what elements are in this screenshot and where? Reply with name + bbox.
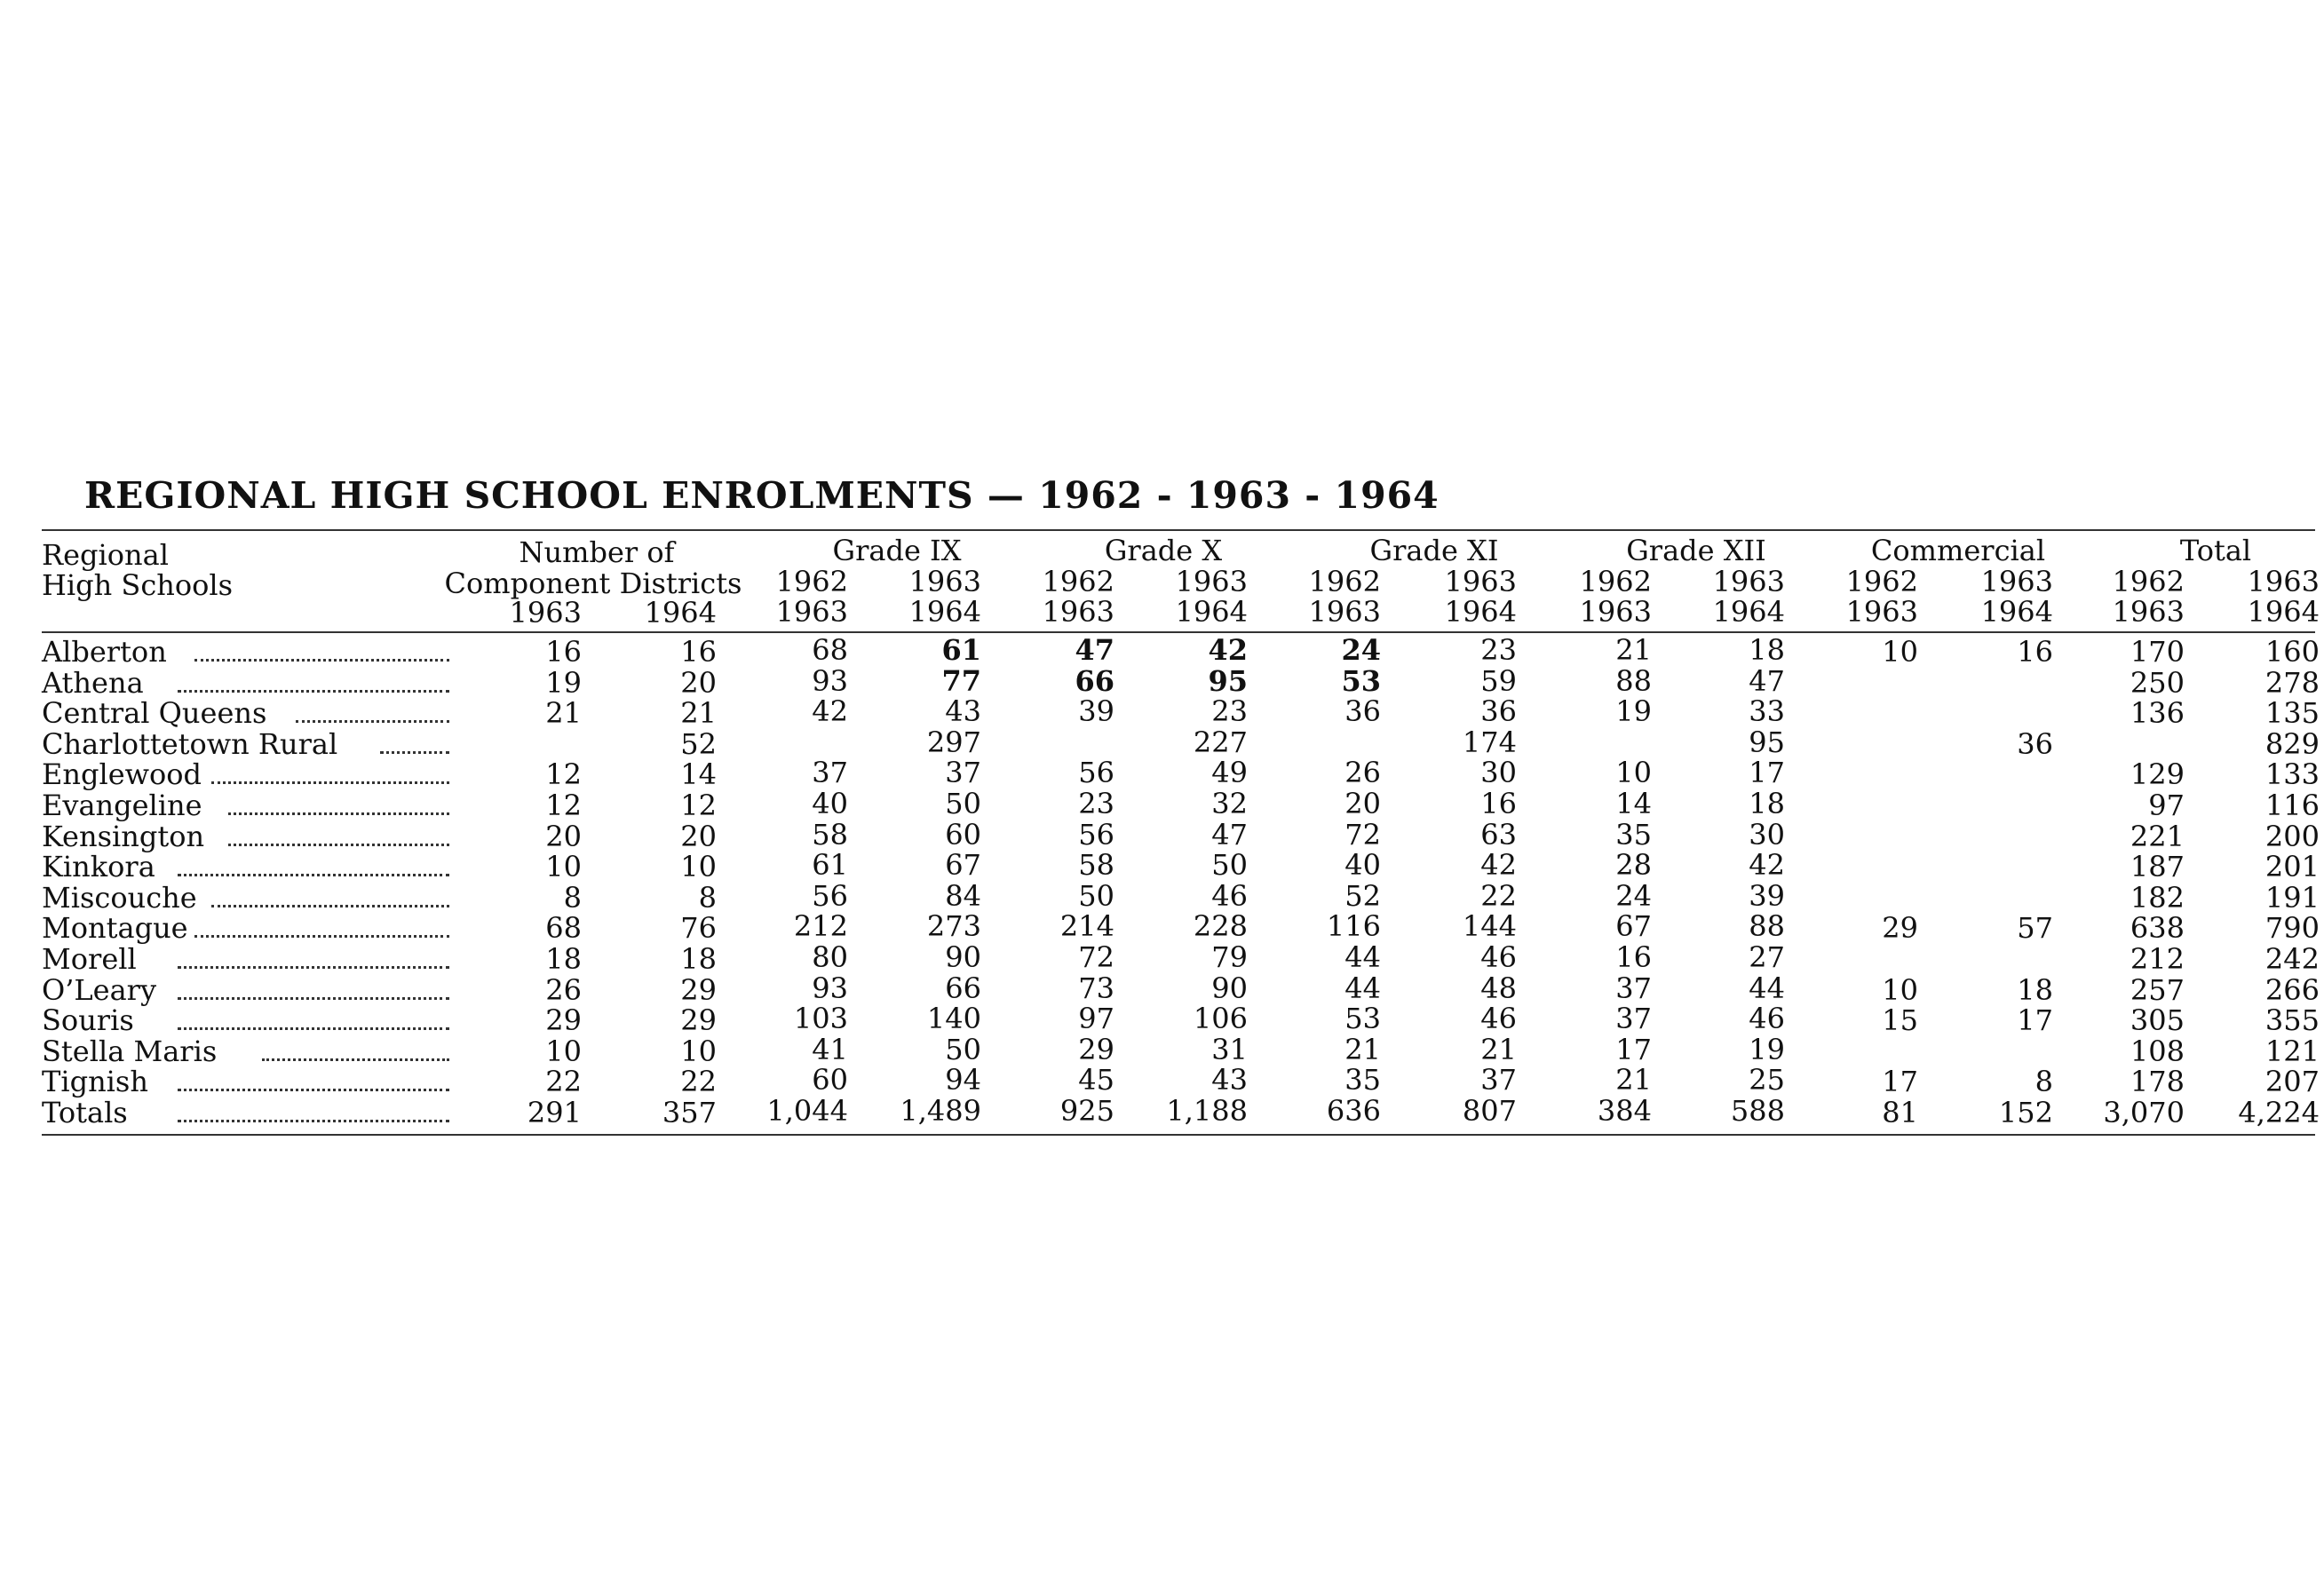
table-cell: 121 xyxy=(2265,1034,2320,1068)
table-cell: 37 xyxy=(812,756,848,790)
table-cell: 829 xyxy=(2265,726,2320,761)
table-cell: 53 xyxy=(1341,663,1381,698)
table-cell: 48 xyxy=(1480,971,1517,1005)
table-cell: 95 xyxy=(1749,725,1785,759)
table-cell: 8 xyxy=(563,880,582,915)
table-cell: 160 xyxy=(2265,635,2320,669)
table-cell: 72 xyxy=(1344,817,1381,852)
table-cell: 97 xyxy=(2148,788,2185,822)
header-year-start-5: 1962 xyxy=(1845,565,1918,598)
table-cell: 16 xyxy=(1615,940,1652,974)
school-name: Miscouche xyxy=(42,880,197,915)
table-cell: 37 xyxy=(1615,1002,1652,1036)
table-cell: 46 xyxy=(1480,1002,1517,1036)
table-cell: 47 xyxy=(1211,817,1248,852)
header-year-start-1: 1963 xyxy=(908,565,981,598)
table-cell: 227 xyxy=(1193,725,1248,759)
header-year-start-3: 1962 xyxy=(1308,565,1381,598)
table-cell: 228 xyxy=(1193,909,1248,944)
table-cell: 588 xyxy=(1730,1094,1785,1128)
table-cell: 35 xyxy=(1344,1063,1381,1098)
table-cell: 19 xyxy=(1615,694,1652,729)
table-cell: 26 xyxy=(1344,756,1381,790)
table-cell: 61 xyxy=(812,848,848,883)
table-cell: 207 xyxy=(2265,1065,2320,1099)
table-cell: 17 xyxy=(1615,1032,1652,1066)
table-cell: 31 xyxy=(1211,1032,1248,1066)
header-year-start-1: 1962 xyxy=(775,565,848,598)
header-year-start-2: 1963 xyxy=(1175,565,1248,598)
table-cell: 57 xyxy=(2017,911,2053,946)
table-cell: 60 xyxy=(812,1063,848,1098)
header-group-2: Grade X xyxy=(1104,534,1223,567)
table-cell: 67 xyxy=(945,848,981,883)
table-cell: 18 xyxy=(680,942,717,976)
header-group-5: Commercial xyxy=(1870,534,2046,567)
header-school-line1: Regional xyxy=(42,538,169,572)
table-cell: 50 xyxy=(945,1032,981,1066)
table-cell: 12 xyxy=(680,788,717,822)
table-cell: 60 xyxy=(945,817,981,852)
table-cell: 50 xyxy=(945,787,981,820)
table-cell: 93 xyxy=(812,971,848,1005)
school-name: Alberton xyxy=(42,635,167,669)
table-cell: 384 xyxy=(1597,1094,1652,1128)
header-year-end-5: 1963 xyxy=(1845,595,1918,629)
table-cell: 12 xyxy=(545,788,582,822)
table-cell: 37 xyxy=(945,756,981,790)
table-cell: 925 xyxy=(1059,1094,1114,1128)
school-name: Souris xyxy=(42,1003,134,1038)
table-cell: 40 xyxy=(1344,848,1381,883)
header-year-end-3: 1964 xyxy=(1444,595,1517,629)
table-cell: 41 xyxy=(812,1032,848,1066)
table-cell: 17 xyxy=(1882,1065,1918,1099)
table-cell: 636 xyxy=(1326,1094,1381,1128)
table-cell: 178 xyxy=(2130,1065,2185,1099)
table-top-rule xyxy=(42,529,2315,531)
table-cell: 191 xyxy=(2265,880,2320,915)
table-cell: 10 xyxy=(1882,635,1918,669)
table-cell: 43 xyxy=(945,694,981,729)
table-cell: 90 xyxy=(1211,971,1248,1005)
table-cell: 25 xyxy=(1749,1063,1785,1098)
table-cell: 1,188 xyxy=(1166,1094,1248,1128)
table-cell: 32 xyxy=(1211,787,1248,820)
table-cell: 182 xyxy=(2130,880,2185,915)
table-cell: 58 xyxy=(1078,848,1114,883)
table-cell: 67 xyxy=(1615,909,1652,944)
table-cell: 10 xyxy=(680,850,717,884)
table-cell: 116 xyxy=(1326,909,1381,944)
table-cell: 266 xyxy=(2265,972,2320,1007)
header-year-start-4: 1962 xyxy=(1579,565,1652,598)
header-year-end-2: 1964 xyxy=(1175,595,1248,629)
table-cell: 278 xyxy=(2265,665,2320,700)
table-cell: 49 xyxy=(1211,756,1248,790)
table-cell: 355 xyxy=(2265,1003,2320,1038)
table-cell: 16 xyxy=(1480,787,1517,820)
table-cell: 20 xyxy=(545,819,582,853)
table-cell: 42 xyxy=(1208,633,1248,667)
table-cell: 21 xyxy=(1615,1063,1652,1098)
table-cell: 10 xyxy=(1615,756,1652,790)
table-cell: 68 xyxy=(812,633,848,667)
table-cell: 257 xyxy=(2130,972,2185,1007)
table-cell: 40 xyxy=(812,787,848,820)
table-cell: 33 xyxy=(1749,694,1785,729)
table-cell: 23 xyxy=(1211,694,1248,729)
header-year-end-6: 1963 xyxy=(2112,595,2185,629)
table-cell: 93 xyxy=(812,663,848,698)
header-group-4: Grade XII xyxy=(1626,534,1766,567)
table-cell: 24 xyxy=(1341,633,1381,667)
header-year-start-6: 1963 xyxy=(2247,565,2320,598)
table-cell: 273 xyxy=(926,909,981,944)
table-cell: 3,070 xyxy=(2103,1096,2185,1129)
table-cell: 26 xyxy=(545,972,582,1007)
school-name: Englewood xyxy=(42,757,202,792)
table-cell: 21 xyxy=(680,696,717,731)
table-cell: 94 xyxy=(945,1063,981,1098)
table-cell: 56 xyxy=(1078,817,1114,852)
table-cell: 30 xyxy=(1749,817,1785,852)
table-cell: 214 xyxy=(1059,909,1114,944)
header-year-start-3: 1963 xyxy=(1444,565,1517,598)
table-cell: 16 xyxy=(680,635,717,669)
page-title: REGIONAL HIGH SCHOOL ENROLMENTS — 1962 - 1963 - 1964 xyxy=(84,474,1440,517)
table-cell: 22 xyxy=(680,1065,717,1099)
table-cell: 174 xyxy=(1462,725,1517,759)
table-cell: 95 xyxy=(1208,663,1248,698)
table-cell: 103 xyxy=(793,1002,848,1036)
table-cell: 42 xyxy=(1480,848,1517,883)
school-name: Kinkora xyxy=(42,850,155,884)
table-cell: 135 xyxy=(2265,696,2320,731)
table-cell: 357 xyxy=(662,1096,717,1129)
table-cell: 53 xyxy=(1344,1002,1381,1036)
table-cell: 36 xyxy=(1344,694,1381,729)
table-cell: 170 xyxy=(2130,635,2185,669)
table-cell: 97 xyxy=(1078,1002,1114,1036)
table-cell: 108 xyxy=(2130,1034,2185,1068)
table-cell: 66 xyxy=(945,971,981,1005)
table-cell: 10 xyxy=(545,1034,582,1068)
header-year-start-2: 1962 xyxy=(1042,565,1114,598)
table-cell: 305 xyxy=(2130,1003,2185,1038)
table-cell: 187 xyxy=(2130,850,2185,884)
school-name: Evangeline xyxy=(42,788,202,822)
table-cell: 152 xyxy=(1998,1096,2053,1129)
table-cell: 250 xyxy=(2130,665,2185,700)
dot-leader xyxy=(380,751,449,754)
table-cell: 136 xyxy=(2130,696,2185,731)
header-year-end-3: 1963 xyxy=(1308,595,1381,629)
table-cell: 133 xyxy=(2265,757,2320,792)
table-cell: 24 xyxy=(1615,878,1652,913)
school-name: Morell xyxy=(42,942,137,976)
header-year-start-4: 1963 xyxy=(1712,565,1785,598)
table-cell: 35 xyxy=(1615,817,1652,852)
table-cell: 10 xyxy=(680,1034,717,1068)
table-cell: 63 xyxy=(1480,817,1517,852)
header-year-end-6: 1964 xyxy=(2247,595,2320,629)
table-cell: 638 xyxy=(2130,911,2185,946)
table-cell: 15 xyxy=(1882,1003,1918,1038)
header-year-end-5: 1964 xyxy=(1980,595,2053,629)
table-cell: 22 xyxy=(1480,878,1517,913)
table-cell: 4,224 xyxy=(2238,1096,2320,1129)
table-cell: 14 xyxy=(1615,787,1652,820)
table-cell: 21 xyxy=(1480,1032,1517,1066)
table-cell: 18 xyxy=(1749,633,1785,667)
table-cell: 242 xyxy=(2265,942,2320,976)
table-cell: 21 xyxy=(1344,1032,1381,1066)
table-cell: 17 xyxy=(2017,1003,2053,1038)
table-cell: 43 xyxy=(1211,1063,1248,1098)
table-cell: 44 xyxy=(1344,971,1381,1005)
table-cell: 18 xyxy=(1749,787,1785,820)
table-cell: 79 xyxy=(1211,940,1248,974)
table-cell: 37 xyxy=(1480,1063,1517,1098)
table-cell: 42 xyxy=(1749,848,1785,883)
header-group-1: Grade IX xyxy=(832,534,962,567)
table-cell: 8 xyxy=(698,880,717,915)
header-group-6: Total xyxy=(2179,534,2252,567)
header-districts-line2: Component Districts xyxy=(444,567,742,600)
table-cell: 29 xyxy=(1078,1032,1114,1066)
table-cell: 77 xyxy=(941,663,981,698)
table-cell: 42 xyxy=(812,694,848,729)
table-cell: 29 xyxy=(545,1003,582,1038)
header-year-end-4: 1963 xyxy=(1579,595,1652,629)
table-cell: 72 xyxy=(1078,940,1114,974)
header-year-start-6: 1962 xyxy=(2112,565,2185,598)
header-year-start-5: 1963 xyxy=(1980,565,2053,598)
table-cell: 140 xyxy=(926,1002,981,1036)
table-cell: 297 xyxy=(926,725,981,759)
table-cell: 66 xyxy=(1075,663,1114,698)
header-school-line2: High Schools xyxy=(42,568,234,602)
table-cell: 37 xyxy=(1615,971,1652,1005)
table-cell: 73 xyxy=(1078,971,1114,1005)
table-cell: 80 xyxy=(812,940,848,974)
table-cell: 212 xyxy=(793,909,848,944)
table-cell: 23 xyxy=(1078,787,1114,820)
table-cell: 16 xyxy=(2017,635,2053,669)
table-cell: 790 xyxy=(2265,911,2320,946)
table-cell: 46 xyxy=(1749,1002,1785,1036)
table-cell: 36 xyxy=(1480,694,1517,729)
header-year-end-2: 1963 xyxy=(1042,595,1114,629)
table-cell: 28 xyxy=(1615,848,1652,883)
table-cell: 1,044 xyxy=(766,1094,848,1128)
table-cell: 129 xyxy=(2130,757,2185,792)
table-cell: 68 xyxy=(545,911,582,946)
table-cell: 20 xyxy=(680,665,717,700)
table-cell: 18 xyxy=(545,942,582,976)
table-cell: 19 xyxy=(1749,1032,1785,1066)
school-name: Totals xyxy=(42,1096,128,1129)
table-cell: 106 xyxy=(1193,1002,1248,1036)
header-year-end-1: 1964 xyxy=(908,595,981,629)
table-cell: 10 xyxy=(545,850,582,884)
table-cell: 22 xyxy=(545,1065,582,1099)
school-name: Athena xyxy=(42,665,144,700)
header-group-3: Grade XI xyxy=(1369,534,1499,567)
table-cell: 46 xyxy=(1480,940,1517,974)
table-cell: 10 xyxy=(1882,972,1918,1007)
table-cell: 116 xyxy=(2265,788,2320,822)
table-cell: 21 xyxy=(1615,633,1652,667)
table-cell: 221 xyxy=(2130,819,2185,853)
header-year-districts: 1963 xyxy=(509,596,582,630)
table-cell: 200 xyxy=(2265,819,2320,853)
school-name: Montague xyxy=(42,911,188,946)
table-cell: 27 xyxy=(1749,940,1785,974)
table-cell: 212 xyxy=(2130,942,2185,976)
table-cell: 144 xyxy=(1462,909,1517,944)
table-cell: 50 xyxy=(1078,878,1114,913)
table-cell: 88 xyxy=(1615,663,1652,698)
table-cell: 23 xyxy=(1480,633,1517,667)
table-cell: 47 xyxy=(1749,663,1785,698)
header-year-end-1: 1963 xyxy=(775,595,848,629)
school-name: Tignish xyxy=(42,1065,148,1099)
table-cell: 30 xyxy=(1480,756,1517,790)
school-name: Central Queens xyxy=(42,696,267,731)
table-cell: 21 xyxy=(545,696,582,731)
table-cell: 56 xyxy=(812,878,848,913)
school-name: Kensington xyxy=(42,819,205,853)
table-cell: 58 xyxy=(812,817,848,852)
table-cell: 52 xyxy=(680,726,717,761)
table-cell: 44 xyxy=(1344,940,1381,974)
table-cell: 29 xyxy=(1882,911,1918,946)
school-name: Stella Maris xyxy=(42,1034,218,1068)
table-cell: 20 xyxy=(680,819,717,853)
school-name: O’Leary xyxy=(42,972,157,1007)
table-cell: 16 xyxy=(545,635,582,669)
school-name: Charlottetown Rural xyxy=(42,726,338,761)
table-cell: 56 xyxy=(1078,756,1114,790)
table-cell: 1,489 xyxy=(900,1094,981,1128)
table-cell: 807 xyxy=(1462,1094,1517,1128)
header-districts-line1: Number of xyxy=(519,535,675,569)
table-cell: 29 xyxy=(680,1003,717,1038)
table-cell: 81 xyxy=(1882,1096,1918,1129)
table-cell: 39 xyxy=(1078,694,1114,729)
table-cell: 52 xyxy=(1344,878,1381,913)
header-rule xyxy=(42,631,2315,633)
table-cell: 29 xyxy=(680,972,717,1007)
table-cell: 59 xyxy=(1480,663,1517,698)
table-bottom-rule xyxy=(42,1134,2315,1136)
table-cell: 201 xyxy=(2265,850,2320,884)
table-cell: 36 xyxy=(2017,726,2053,761)
table-cell: 8 xyxy=(2034,1065,2053,1099)
table-cell: 44 xyxy=(1749,971,1785,1005)
table-cell: 45 xyxy=(1078,1063,1114,1098)
table-cell: 61 xyxy=(941,633,981,667)
header-year-end-4: 1964 xyxy=(1712,595,1785,629)
table-cell: 90 xyxy=(945,940,981,974)
table-cell: 291 xyxy=(527,1096,582,1129)
table-cell: 14 xyxy=(680,757,717,792)
table-cell: 88 xyxy=(1749,909,1785,944)
table-cell: 17 xyxy=(1749,756,1785,790)
table-cell: 47 xyxy=(1075,633,1114,667)
table-cell: 39 xyxy=(1749,878,1785,913)
header-year-districts: 1964 xyxy=(644,596,717,630)
table-cell: 19 xyxy=(545,665,582,700)
table-cell: 20 xyxy=(1344,787,1381,820)
table-cell: 46 xyxy=(1211,878,1248,913)
table-cell: 76 xyxy=(680,911,717,946)
table-cell: 50 xyxy=(1211,848,1248,883)
table-cell: 12 xyxy=(545,757,582,792)
table-cell: 18 xyxy=(2017,972,2053,1007)
table-cell: 84 xyxy=(945,878,981,913)
